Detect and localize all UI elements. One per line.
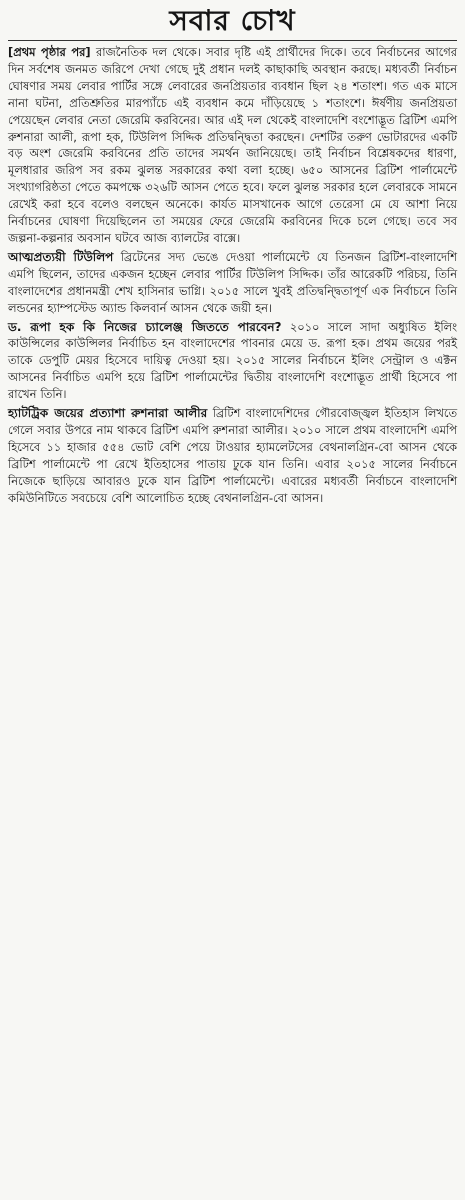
intro-paragraph bbox=[8, 44, 457, 247]
article-headline: সবার চোখ bbox=[169, 4, 296, 37]
rupa-section bbox=[8, 319, 457, 404]
continuation-label: [প্রথম পৃষ্ঠার পর] bbox=[8, 45, 91, 59]
headline-divider bbox=[8, 40, 457, 41]
intro-text: রাজনৈতিক দল থেকে। সবার দৃষ্টি এই প্রার্থীদের দিকে। তবে নির্বাচনের আগের দিন সর্বশেষ জনমত জরিপে দেখা গেছে দুই প্রধান দলই কাছাকাছি অবস্থান করছে। মধ্যবর্তী নির্বাচন ঘোষণার সময় লেবার পার্টির সঙ্গে লেবারের জনপ্রিয়তার ব্যবধান ছিল ২৪ শতাংশ। গত এক মাসে নানা ঘটনা, প্রতিশ্রুতির মারপ্যাঁচে এই ব্যবধান কমে দাঁড়িয়েছে ১ শতাংশে। ঈর্ষণীয় জনপ্রিয়তা পেয়েছেন লেবার নেতা জেরেমি করবিনের। আর এই দল থেকেই বাংলাদেশি বংশোদ্ভূত ব্রিটিশ এমপি রুশনারা আলী, রূপা হক, টিউলিপ সিদ্দিক প্রতিদ্বন্দ্বিতা করছেন। দেশটির তরুণ ভোটারদের একটি বড় অংশ জেরেমি করবিনের প্রতি তাদের সমর্থন জানিয়েছে। তাই নির্বাচন বিশ্লেষকদের ধারণা, মূলধারার জরিপ সব রকম ঝুলন্ত সরকারের কথা বলা হচ্ছে। ৬৫০ আসনের ব্রিটিশ পার্লামেন্টে সংখ্যাগরিষ্ঠতা পেতে কমপক্ষে ৩২৬টি আসন পেতে হবে। ফলে ঝুলন্ত সরকার হলে লেবারকে সামনে রেখেই করা হবে বলেও বলছেন অনেকে। কার্যত মাসখানেক আগে তেরেসা মে যে আশা নিয়ে নির্বাচনের ঘোষণা দিয়েছিলেন তা সময়ের ফেরে জেরেমি করবিনের দিকে চলে গেছে। তবে সব জল্পনা-কল্পনার অবসান ঘটবে আজ ব্যালটের বাক্সে। bbox=[8, 45, 457, 245]
tulip-subhead: আত্মপ্রত্যয়ী টিউলিপ bbox=[8, 249, 114, 264]
rupa-subhead: ড. রূপা হক কি নিজের চ্যালেঞ্জ জিততে পারবেন? bbox=[8, 319, 282, 334]
tulip-text: ব্রিটেনের সদ্য ভেঙে দেওয়া পার্লামেন্টে যে তিনজন ব্রিটিশ-বাংলাদেশি এমপি ছিলেন, তাদের একজন হচ্ছেন লেবার পার্টির টিউলিপ সিদ্দিক। তাঁর আরেকটি পরিচয়, তিনি বাংলাদেশের প্রধানমন্ত্রী শেখ হাসিনার ভাগ্নি। ২০১৫ সালে খুবই প্রতিদ্বন্দ্বিতাপূর্ণ এক নির্বাচনে তিনি লন্ডনের হ্যাম্পস্টেড অ্যান্ড কিলবার্ন আসন থেকে জয়ী হন। bbox=[8, 249, 457, 315]
rushanara-section bbox=[8, 405, 457, 506]
rupa-text: ২০১০ সালে সাদা অধ্যুষিত ইলিং কাউন্সিলের কাউন্সিলর নির্বাচিত হন বাংলাদেশের পাবনার মেয়ে ড. রূপা হক। প্রথম জয়ের পরই তাকে ডেপুটি মেয়র হিসেবে দায়িত্ব দেওয়া হয়। ২০১৫ সালের নির্বাচনে ইলিং সেন্ট্রাল ও এক্টন আসনের নির্বাচিত এমপি হয়ে ব্রিটিশ পার্লামেন্টের দ্বিতীয় বাংলাদেশি বংশোদ্ভূত প্রার্থী হিসেবে পা রাখেন তিনি। bbox=[8, 319, 457, 402]
rushanara-text: ব্রিটিশ বাংলাদেশিদের গৌরবোজ্জ্বল ইতিহাস লিখতে গেলে সবার উপরে নাম থাকবে ব্রিটিশ এমপি রুশনারা আলীর। ২০১০ সালে প্রথম বাংলাদেশি এমপি হিসেবে ১১ হাজার ৫৫৪ ভোট বেশি পেয়ে টাওয়ার হ্যামলেটসের বেথনালগ্রিন-বো আসন থেকে ব্রিটিশ পার্লামেন্টে পা রেখে ইতিহাসের পাতায় ঢুকে যান তিনি। এবার ২০১৫ সালের নির্বাচনে নিজেকে ছাড়িয়ে আবারও ঢুকে যান ব্রিটিশ পার্লামেন্টে। এবারের মধ্যবর্তী নির্বাচনে বাংলাদেশি কমিউনিটিতে সবচেয়ে বেশি আলোচিত হচ্ছে বেথনালগ্রিন-বো আসন। bbox=[8, 406, 457, 505]
rushanara-subhead: হ্যাটট্রিক জয়ের প্রত্যাশা রুশনারা আলীর bbox=[8, 406, 208, 421]
tulip-section bbox=[8, 249, 457, 317]
